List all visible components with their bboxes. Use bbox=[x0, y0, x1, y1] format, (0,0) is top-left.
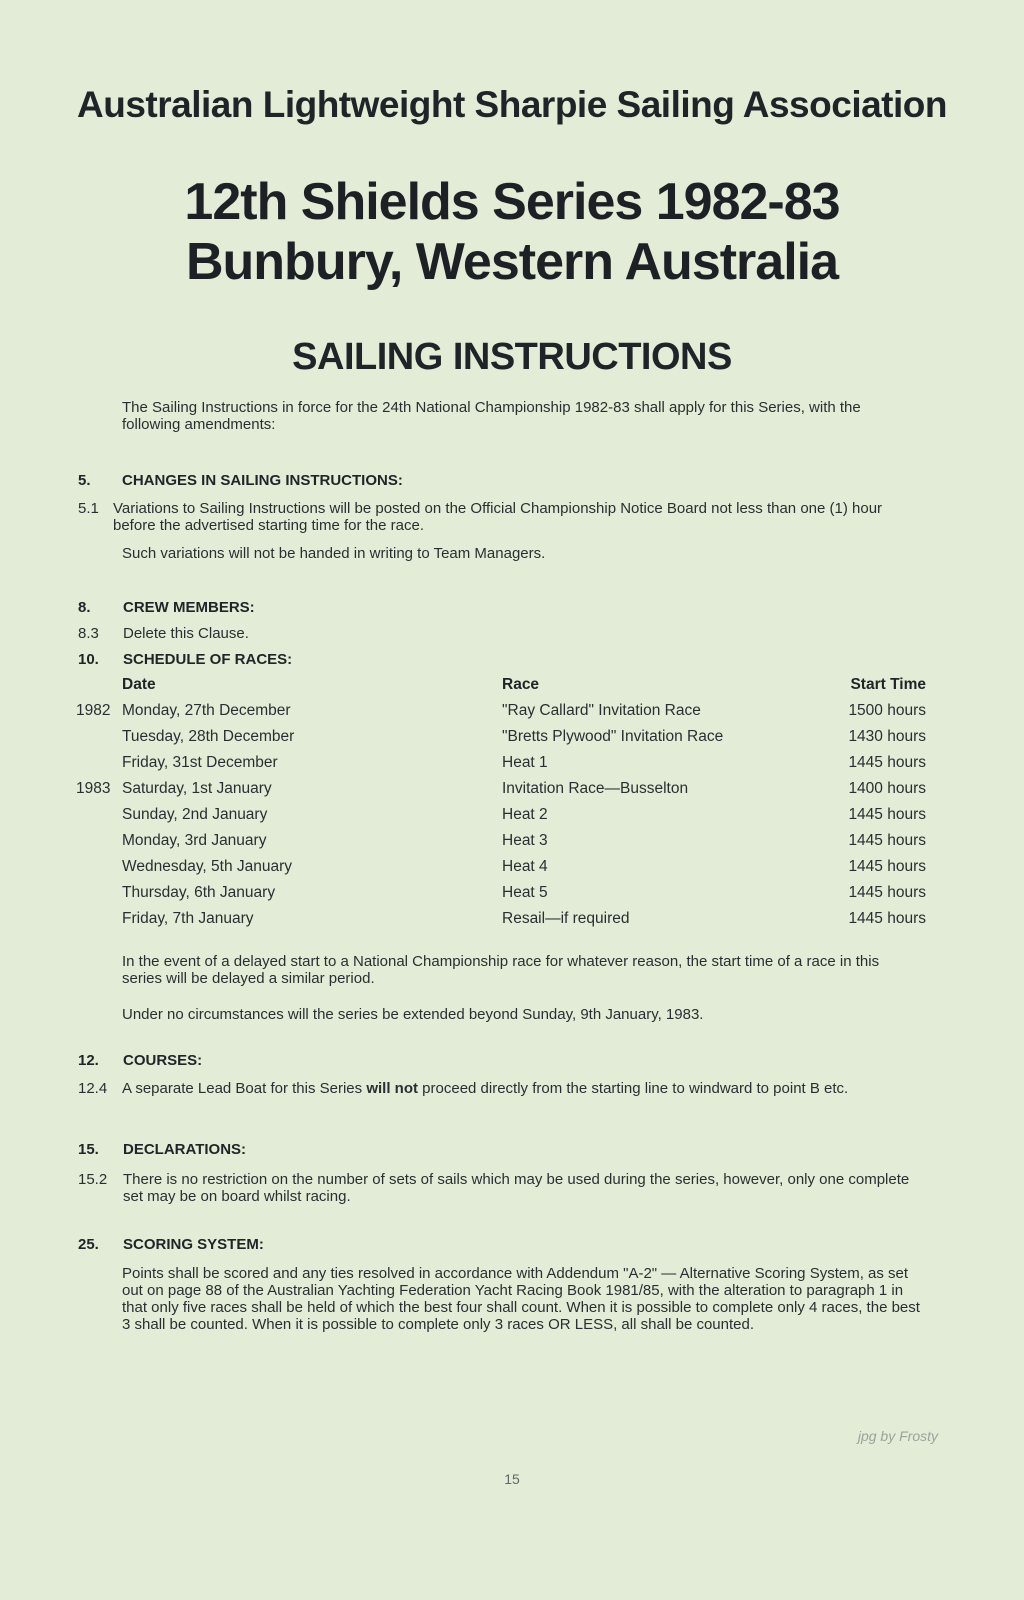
clause-15-2-number: 15.2 bbox=[78, 1171, 108, 1188]
table-row bbox=[76, 884, 926, 910]
row-start-time: 1445 hours bbox=[848, 754, 926, 771]
intro-paragraph: The Sailing Instructions in force for the 24th National Championship 1982-83 shall apply for this Series, with the following amendments: bbox=[122, 399, 861, 433]
column-header-start-time: Start Time bbox=[850, 676, 926, 693]
clause-5-1-number: 5.1 bbox=[78, 500, 99, 517]
schedule-header-row bbox=[76, 676, 926, 702]
clause-8-number: 8. bbox=[78, 599, 91, 616]
series-title bbox=[0, 172, 1024, 292]
clause-15-number: 15. bbox=[78, 1141, 99, 1158]
table-row bbox=[76, 728, 926, 754]
table-row bbox=[76, 832, 926, 858]
clause-5-heading: CHANGES IN SAILING INSTRUCTIONS: bbox=[122, 472, 403, 489]
series-title-line-1: 12th Shields Series 1982-83 bbox=[184, 173, 840, 231]
row-date: Wednesday, 5th January bbox=[122, 858, 293, 875]
row-race: Heat 2 bbox=[502, 806, 548, 823]
clause-8-3-number: 8.3 bbox=[78, 625, 99, 642]
schedule-note-extension: Under no circumstances will the series be extended beyond Sunday, 9th January, 1983. bbox=[122, 1006, 704, 1023]
row-race: Resail—if required bbox=[502, 910, 630, 927]
row-start-time: 1400 hours bbox=[848, 780, 926, 797]
clause-8-3-text: Delete this Clause. bbox=[123, 625, 249, 642]
clause-12-4-text bbox=[80, 1080, 923, 1097]
clause-15-2-text: There is no restriction on the number of sets of sails which may be used during the series, however, only one complete set may be on board whilst racing. bbox=[123, 1171, 910, 1205]
clause-5-1-text: Variations to Sailing Instructions will be posted on the Official Championship Notice Board not less than one (1) hour before the advertised starting time for the race. bbox=[113, 500, 883, 534]
clause-25-number: 25. bbox=[78, 1236, 99, 1253]
table-row bbox=[76, 858, 926, 884]
row-date: Thursday, 6th January bbox=[122, 884, 276, 901]
clause-25-heading: SCORING SYSTEM: bbox=[123, 1236, 264, 1253]
table-row bbox=[76, 806, 926, 832]
clause-12-heading: COURSES: bbox=[123, 1052, 203, 1069]
row-start-time: 1445 hours bbox=[848, 832, 926, 849]
row-race: "Ray Callard" Invitation Race bbox=[502, 702, 701, 719]
clause-12-4-text-end: proceed directly from the starting line to windward to point B etc. bbox=[422, 1080, 849, 1097]
row-race: Invitation Race—Busselton bbox=[502, 780, 689, 797]
row-start-time: 1445 hours bbox=[848, 884, 926, 901]
clause-12-4-number: 12.4 bbox=[78, 1080, 108, 1097]
clause-8-heading: CREW MEMBERS: bbox=[123, 599, 255, 616]
table-row bbox=[76, 754, 926, 780]
row-date: Friday, 31st December bbox=[122, 754, 278, 771]
series-title-line-2: Bunbury, Western Australia bbox=[185, 233, 839, 291]
table-row bbox=[76, 780, 926, 806]
row-start-time: 1500 hours bbox=[848, 702, 926, 719]
row-year: 1982 bbox=[76, 702, 111, 719]
row-date: Saturday, 1st January bbox=[122, 780, 272, 797]
scan-credit: jpg by Frosty bbox=[857, 1428, 938, 1444]
clause-12-4-text-start: A separate Lead Boat for this Series bbox=[122, 1080, 363, 1097]
clause-25-text: Points shall be scored and any ties resolved in accordance with Addendum "A-2" — Alternative Scoring System, as set out on page 88 of the Australian Yachting Federation Yacht Racing Book 1981/85, with the alteration to paragraph 1 in that only five races shall be held of which the best four shall count. When it is possible to complete only 4 races, the best 3 shall be counted. When it is possible to complete only 3 races OR LESS, all shall be counted. bbox=[122, 1265, 920, 1333]
row-start-time: 1430 hours bbox=[848, 728, 926, 745]
organisation-heading: Australian Lightweight Sharpie Sailing Association bbox=[77, 84, 947, 125]
row-date: Friday, 7th January bbox=[122, 910, 254, 927]
row-start-time: 1445 hours bbox=[848, 910, 926, 927]
column-header-date: Date bbox=[122, 676, 156, 693]
row-start-time: 1445 hours bbox=[848, 806, 926, 823]
row-start-time: 1445 hours bbox=[848, 858, 926, 875]
row-race: Heat 3 bbox=[502, 832, 548, 849]
clause-10-number: 10. bbox=[78, 651, 99, 668]
schedule-note-delay: In the event of a delayed start to a National Championship race for whatever reason, the start time of a race in this series will be delayed a similar period. bbox=[122, 953, 880, 987]
clause-5-1-text-2: Such variations will not be handed in writing to Team Managers. bbox=[122, 545, 546, 562]
page-number: 15 bbox=[504, 1471, 520, 1487]
schedule-table bbox=[76, 676, 926, 936]
row-date: Tuesday, 28th December bbox=[122, 728, 295, 745]
section-title: SAILING INSTRUCTIONS bbox=[292, 336, 732, 378]
row-race: Heat 5 bbox=[502, 884, 548, 901]
row-date: Monday, 3rd January bbox=[122, 832, 267, 849]
clause-5-number: 5. bbox=[78, 472, 91, 489]
table-row bbox=[76, 702, 926, 728]
column-header-race: Race bbox=[502, 676, 540, 693]
row-date: Sunday, 2nd January bbox=[122, 806, 268, 823]
row-year: 1983 bbox=[76, 780, 111, 797]
row-date: Monday, 27th December bbox=[122, 702, 291, 719]
clause-10-heading: SCHEDULE OF RACES: bbox=[123, 651, 293, 668]
row-race: Heat 4 bbox=[502, 858, 548, 875]
table-row bbox=[76, 910, 926, 936]
clause-15-heading: DECLARATIONS: bbox=[123, 1141, 247, 1158]
row-race: Heat 1 bbox=[502, 754, 548, 771]
row-race: "Bretts Plywood" Invitation Race bbox=[502, 728, 724, 745]
clause-12-4-emphasis: will not bbox=[366, 1080, 418, 1097]
clause-12-number: 12. bbox=[78, 1052, 99, 1069]
